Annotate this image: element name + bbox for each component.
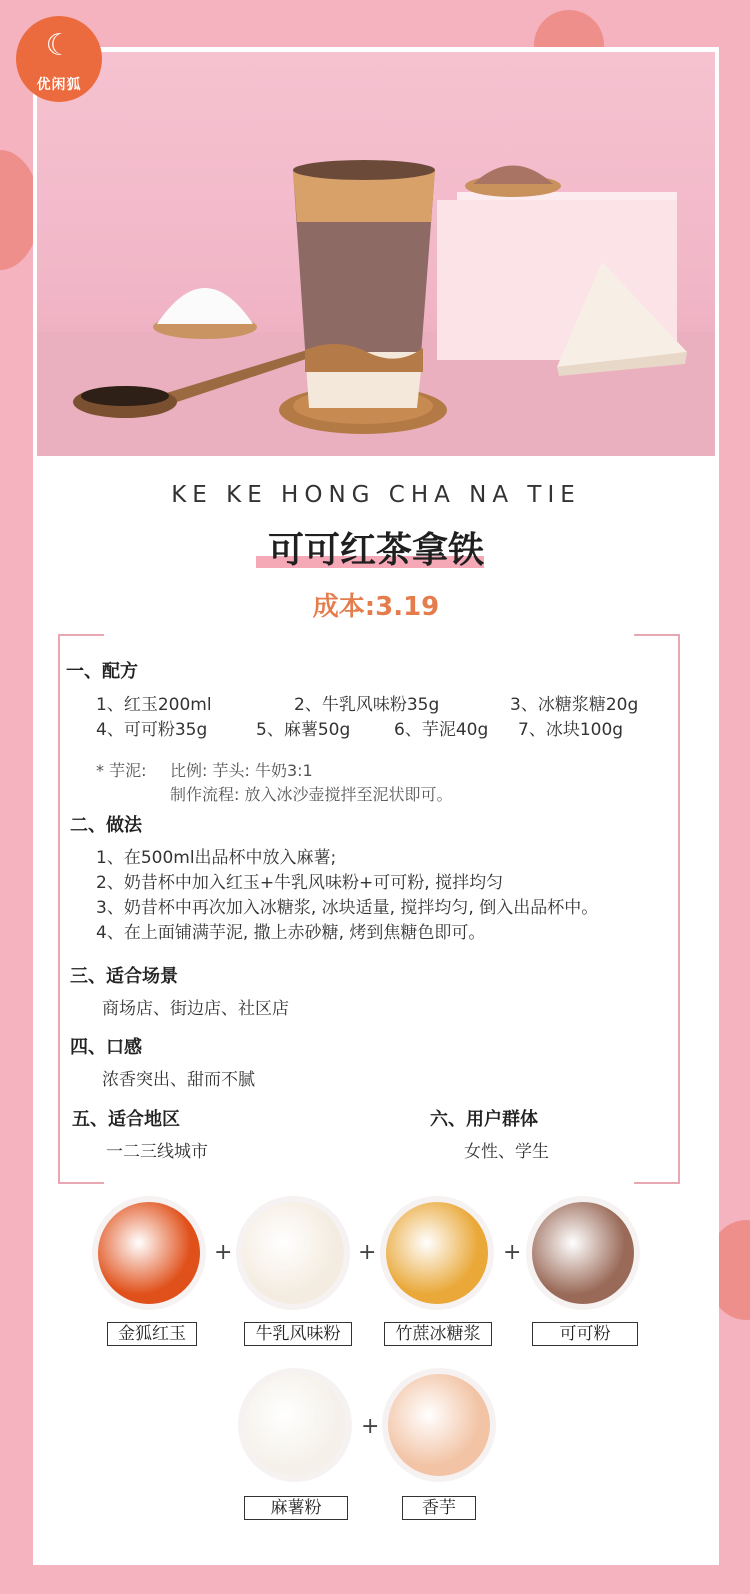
frame-right-bracket [634, 634, 680, 1184]
scene-heading: 三、适合场景 [70, 966, 178, 987]
method-step: 3、奶昔杯中再次加入冰糖浆, 冰块适量, 搅拌均匀, 倒入出品杯中。 [96, 898, 599, 918]
product-pinyin: KE KE HONG CHA NA TIE [171, 482, 581, 508]
recipe-item: 3、冰糖浆糖20g [510, 695, 639, 715]
ingredient-image-taro [382, 1368, 496, 1482]
plus-sign: + [358, 1240, 377, 1265]
ingredient-label: 可可粉 [532, 1322, 638, 1346]
brand-logo [16, 16, 102, 102]
users-text: 女性、学生 [464, 1142, 549, 1162]
users-heading: 六、用户群体 [430, 1109, 538, 1130]
cost-label: 成本:3.19 [312, 592, 440, 622]
recipe-item: 6、芋泥40g [394, 720, 489, 740]
taste-heading: 四、口感 [70, 1037, 142, 1058]
ingredient-label: 香芋 [402, 1496, 476, 1520]
ingredient-label: 牛乳风味粉 [244, 1322, 352, 1346]
product-photo [37, 52, 715, 456]
ingredient-image-syrup [380, 1196, 494, 1310]
method-step: 4、在上面铺满芋泥, 撒上赤砂糖, 烤到焦糖色即可。 [96, 923, 486, 943]
plus-sign: + [214, 1240, 233, 1265]
method-step: 1、在500ml出品杯中放入麻薯; [96, 848, 337, 868]
ingredient-label: 麻薯粉 [244, 1496, 348, 1520]
taro-note-ratio: 比例: 芋头: 牛奶3:1 [170, 761, 313, 780]
region-text: 一二三线城市 [106, 1142, 208, 1162]
plus-sign: + [361, 1414, 380, 1439]
photo-illustration [37, 52, 715, 456]
logo-text: 优闲狐 [36, 77, 82, 93]
recipe-item: 1、红玉200ml [96, 695, 212, 715]
method-step: 2、奶昔杯中加入红玉+牛乳风味粉+可可粉, 搅拌均匀 [96, 873, 504, 893]
ingredient-image-hongyu [92, 1196, 206, 1310]
ingredient-label: 竹蔗冰糖浆 [384, 1322, 492, 1346]
region-heading: 五、适合地区 [72, 1109, 180, 1130]
recipe-item: 5、麻薯50g [256, 720, 351, 740]
recipe-heading: 一、配方 [66, 661, 138, 682]
recipe-item: 7、冰块100g [518, 720, 624, 740]
plus-sign: + [503, 1240, 522, 1265]
taro-note-label: * 芋泥: [96, 761, 147, 780]
ingredient-image-mochi-powder [238, 1368, 352, 1482]
ingredient-label: 金狐红玉 [107, 1322, 197, 1346]
fox-icon: ☾ [45, 28, 73, 63]
taro-note-process: 制作流程: 放入冰沙壶搅拌至泥状即可。 [170, 785, 453, 804]
product-title: 可可红茶拿铁 [267, 530, 484, 571]
recipe-item: 2、牛乳风味粉35g [294, 695, 440, 715]
ingredient-image-milk-powder [236, 1196, 350, 1310]
ingredient-image-cocoa [526, 1196, 640, 1310]
taste-text: 浓香突出、甜而不腻 [102, 1070, 255, 1090]
method-heading: 二、做法 [70, 815, 142, 836]
scene-text: 商场店、街边店、社区店 [102, 999, 289, 1019]
recipe-item: 4、可可粉35g [96, 720, 208, 740]
